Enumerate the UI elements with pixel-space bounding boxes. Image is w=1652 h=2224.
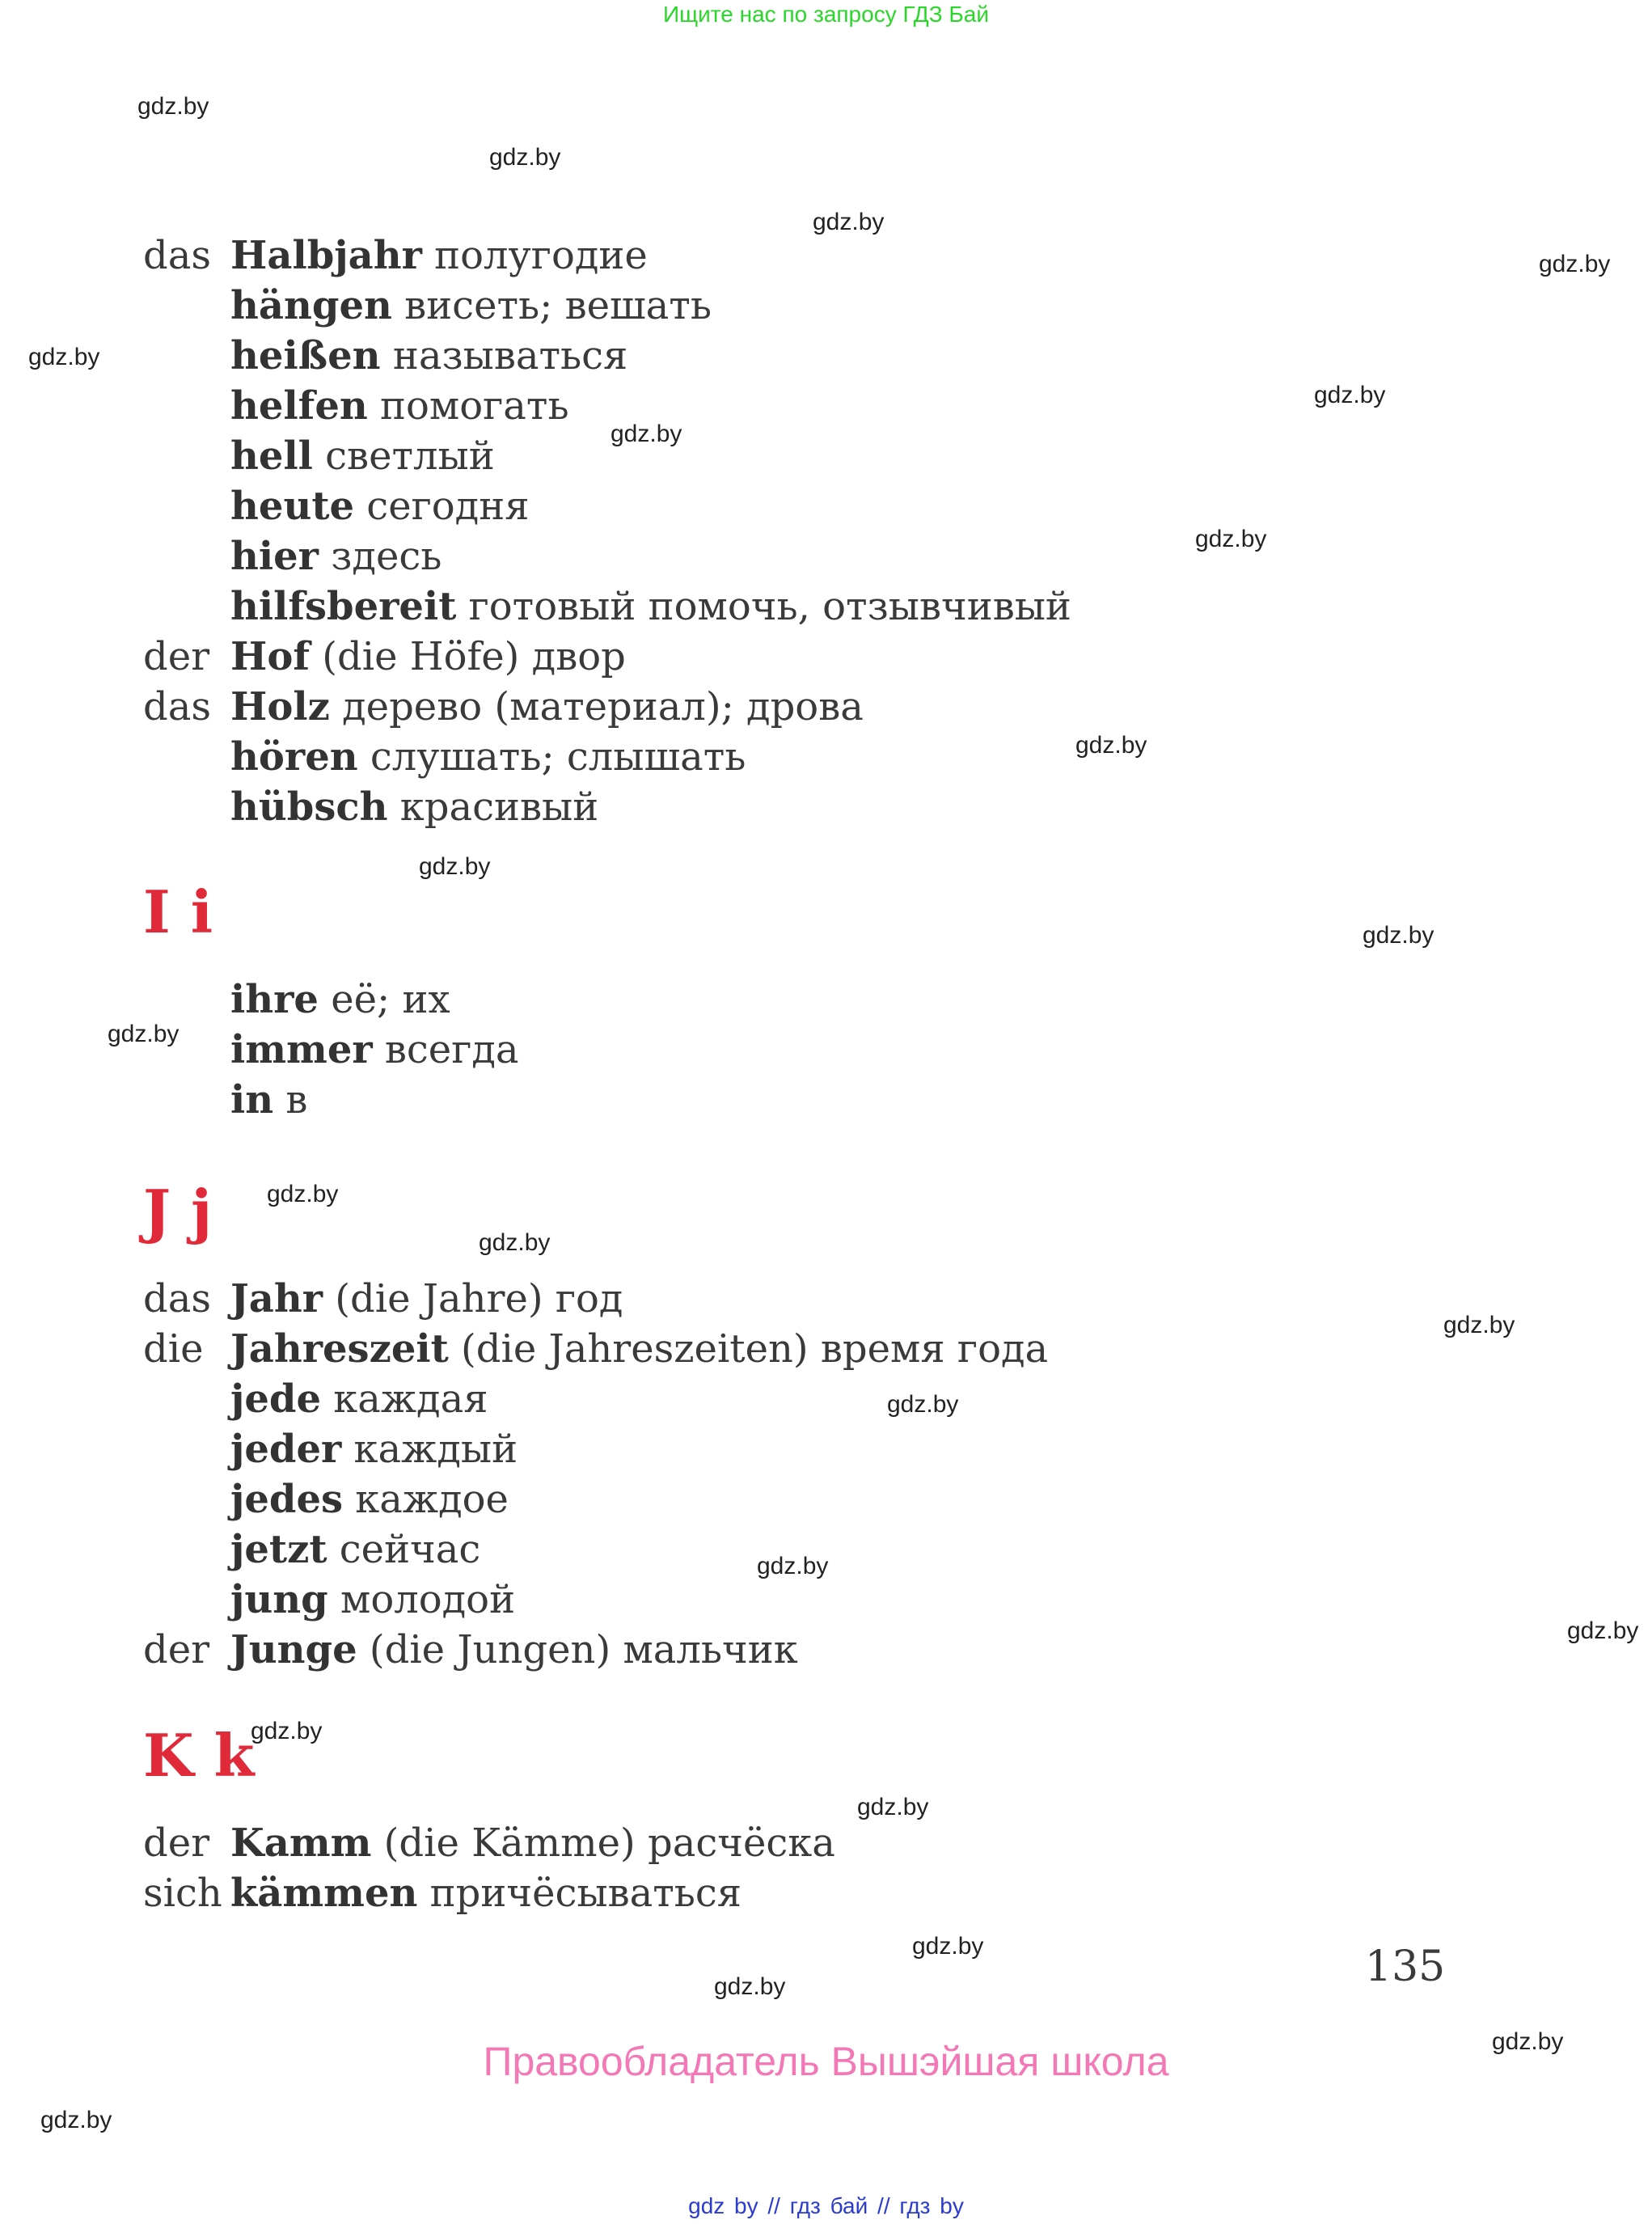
entry-headword: hell [230,433,313,479]
dictionary-entry [143,1625,798,1675]
copyright-notice: Правообладатель Вышэйшая школа [483,2039,1169,2084]
dictionary-entry [143,281,712,331]
watermark-text: gdz.by [479,1229,551,1256]
dictionary-entry [143,1575,515,1625]
watermark-text: gdz.by [40,2107,112,2133]
watermark-text: gdz.by [1363,922,1434,949]
entry-translation: называться [380,333,628,378]
dictionary-entry [143,1324,1048,1374]
entry-translation: (die Jahre) год [323,1276,623,1321]
watermark-text: gdz.by [267,1181,339,1207]
dictionary-entry [143,632,626,682]
entry-translation: сегодня [354,484,530,529]
dictionary-entry [143,1524,480,1575]
dictionary-entry [143,1025,519,1075]
entry-headword: hier [230,534,319,579]
entry-translation: светлый [312,433,495,479]
dictionary-entry [143,1818,835,1868]
entry-translation: помогать [367,383,569,429]
watermark-text: gdz.by [1314,382,1386,408]
entry-translation: каждое [343,1477,509,1522]
watermark-text: gdz.by [757,1553,829,1579]
entry-translation: (die Kämme) расчёска [371,1820,835,1866]
entry-headword: heißen [230,333,381,378]
watermark-text: gdz.by [1539,251,1611,277]
entry-translation: готовый помочь, отзывчивый [456,584,1071,629]
dictionary-entry [143,1274,623,1324]
top-banner: Ищите нас по запросу ГДЗ Бай [662,2,990,27]
entry-translation: её; их [318,977,450,1022]
entry-article: das [143,1276,211,1321]
dictionary-entry [143,1075,307,1125]
dictionary-entry [143,975,450,1025]
dictionary-entry [143,431,495,481]
watermark-text: gdz.by [714,1973,786,2000]
entry-headword: jung [230,1577,328,1622]
entry-headword: Jahreszeit [230,1326,449,1372]
entry-headword: heute [230,484,355,529]
watermark-text: gdz.by [489,144,561,171]
footer-links[interactable]: gdz by // гдз бай // гдз by [688,2193,964,2218]
dictionary-entry [143,682,864,732]
watermark-text: gdz.by [1492,2028,1564,2055]
watermark-text: gdz.by [912,1933,984,1960]
entry-translation: в [273,1077,308,1123]
watermark-text: gdz.by [1443,1312,1515,1338]
entry-headword: jedes [230,1477,344,1522]
watermark-text: gdz.by [251,1718,323,1744]
entry-article: das [143,684,211,729]
dictionary-entry [143,230,648,281]
entry-article: der [143,1627,210,1672]
entry-headword: Kamm [230,1820,372,1866]
entry-article: der [143,634,210,679]
entry-headword: Junge [230,1627,357,1672]
entry-translation: всегда [372,1027,519,1072]
watermark-text: gdz.by [857,1794,929,1820]
entry-headword: Holz [230,684,330,729]
entry-translation: (die Jahreszeiten) время года [448,1326,1049,1372]
dictionary-entry [143,782,598,832]
entry-article: die [143,1326,204,1372]
entry-translation: (die Höfe) двор [310,634,626,679]
dictionary-entry [143,732,746,782]
watermark-text: gdz.by [1567,1617,1639,1644]
entry-translation: каждый [341,1427,518,1472]
entry-translation: молодой [327,1577,516,1622]
letter-heading-k: K k [143,1721,255,1790]
entry-headword: hören [230,734,358,780]
entry-headword: Jahr [230,1276,323,1321]
entry-headword: hilfsbereit [230,584,457,629]
watermark-text: gdz.by [137,93,209,120]
entry-translation: дерево (материал); дрова [329,684,864,729]
entry-headword: hängen [230,283,392,328]
dictionary-entry [143,1424,518,1474]
entry-article: das [143,233,211,278]
page-number: 135 [1365,1943,1446,1991]
dictionary-entry [143,1474,509,1524]
watermark-text: gdz.by [28,344,100,370]
entry-translation: полугодие [421,233,648,278]
entry-article: der [143,1820,210,1866]
entry-headword: Halbjahr [230,233,422,278]
entry-translation: сейчас [327,1527,481,1572]
watermark-text: gdz.by [1195,526,1267,552]
watermark-text: gdz.by [1075,732,1147,759]
entry-translation: причёсываться [417,1871,742,1916]
letter-heading-i: I i [143,877,213,946]
entry-translation: здесь [318,534,442,579]
entry-headword: jeder [230,1427,342,1472]
watermark-text: gdz.by [813,209,885,235]
entry-translation: каждая [321,1376,488,1422]
dictionary-entry [143,1374,488,1424]
entry-headword: hübsch [230,784,388,830]
watermark-text: gdz.by [108,1021,180,1047]
entry-headword: jede [230,1376,322,1422]
entry-article: sich [143,1871,222,1916]
entry-headword: helfen [230,383,368,429]
entry-translation: висеть; вешать [391,283,712,328]
entry-headword: jetzt [230,1527,327,1572]
entry-headword: ihre [230,977,319,1022]
entry-translation: красивый [387,784,599,830]
watermark-text: gdz.by [887,1391,959,1418]
watermark-text: gdz.by [419,853,491,880]
dictionary-entry [143,1868,741,1918]
entry-headword: Hof [230,634,311,679]
dictionary-entry [143,481,529,531]
letter-heading-j: J j [143,1177,213,1245]
dictionary-entry [143,531,442,581]
entry-headword: in [230,1077,274,1123]
entry-headword: immer [230,1027,373,1072]
dictionary-entry [143,331,627,381]
entry-translation: (die Jungen) мальчик [357,1627,798,1672]
watermark-text: gdz.by [611,421,682,447]
dictionary-entry [143,381,569,431]
entry-translation: слушать; слышать [357,734,746,780]
entry-headword: kämmen [230,1871,418,1916]
dictionary-entry [143,581,1071,632]
